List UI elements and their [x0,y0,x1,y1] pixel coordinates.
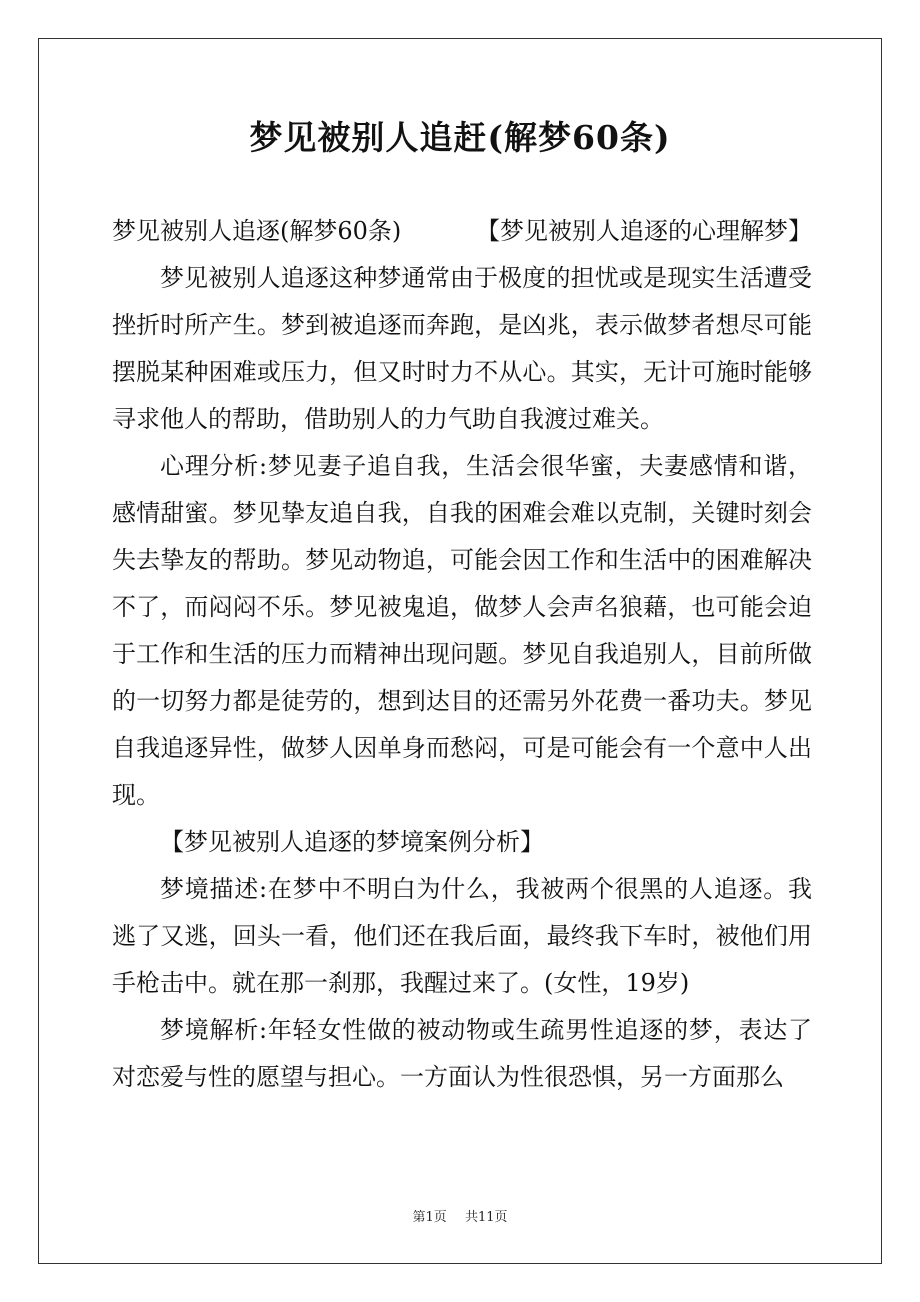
intro-line [112,208,812,255]
document-body [112,208,812,1101]
paragraph-dream-description: 梦境描述:在梦中不明白为什么，我被两个很黑的人追逐。我逃了又逃，回头一看，他们还在我后面，最终我下车时，被他们用手枪击中。就在那一刹那，我醒过来了。(女性，19岁) [112,875,812,997]
page-total: 共11页 [464,1210,508,1225]
paragraph-dream-interpretation: 梦境解析:年轻女性做的被动物或生疏男性追逐的梦，表达了对恋爱与性的愿望与担心。一方面认为性很恐惧，另一方面那么 [112,1016,812,1091]
paragraph-analysis: 心理分析:梦见妻子追自我，生活会很华蜜，夫妻感情和谐，感情甜蜜。梦见挚友追自我，自我的困难会难以克制，关键时刻会失去挚友的帮助。梦见动物追，可能会因工作和生活中的困难解决不了，而闷闷不乐。梦见被鬼追，做梦人会声名狼藉，也可能会迫于工作和生活的压力而精神出现问题。梦见自我追别人，目前所做的一切努力都是徒劳的，想到达目的还需另外花费一番功夫。梦见自我追逐异性，做梦人因单身而愁闷，可是可能会有一个意中人出现。 [112,452,812,809]
section-heading-cases: 【梦见被别人追逐的梦境案例分析】 [160,828,544,856]
document-title: 梦见被别人追赶(解梦60条) [249,118,671,157]
paragraph-overview: 梦见被别人追逐这种梦通常由于极度的担忧或是现实生活遭受挫折时所产生。梦到被追逐而奔跑，是凶兆，表示做梦者想尽可能摆脱某种困难或压力，但又时时力不从心。其实，无计可施时能够寻求他人的帮助，借助别人的力气助自我渡过难关。 [112,264,812,433]
page-number: 第1页 [412,1210,447,1225]
page-footer [0,1206,920,1225]
section-heading-psychology: 【梦见被别人追逐的心理解梦】 [476,217,812,245]
intro-heading: 梦见被别人追逐(解梦60条) [112,217,402,245]
